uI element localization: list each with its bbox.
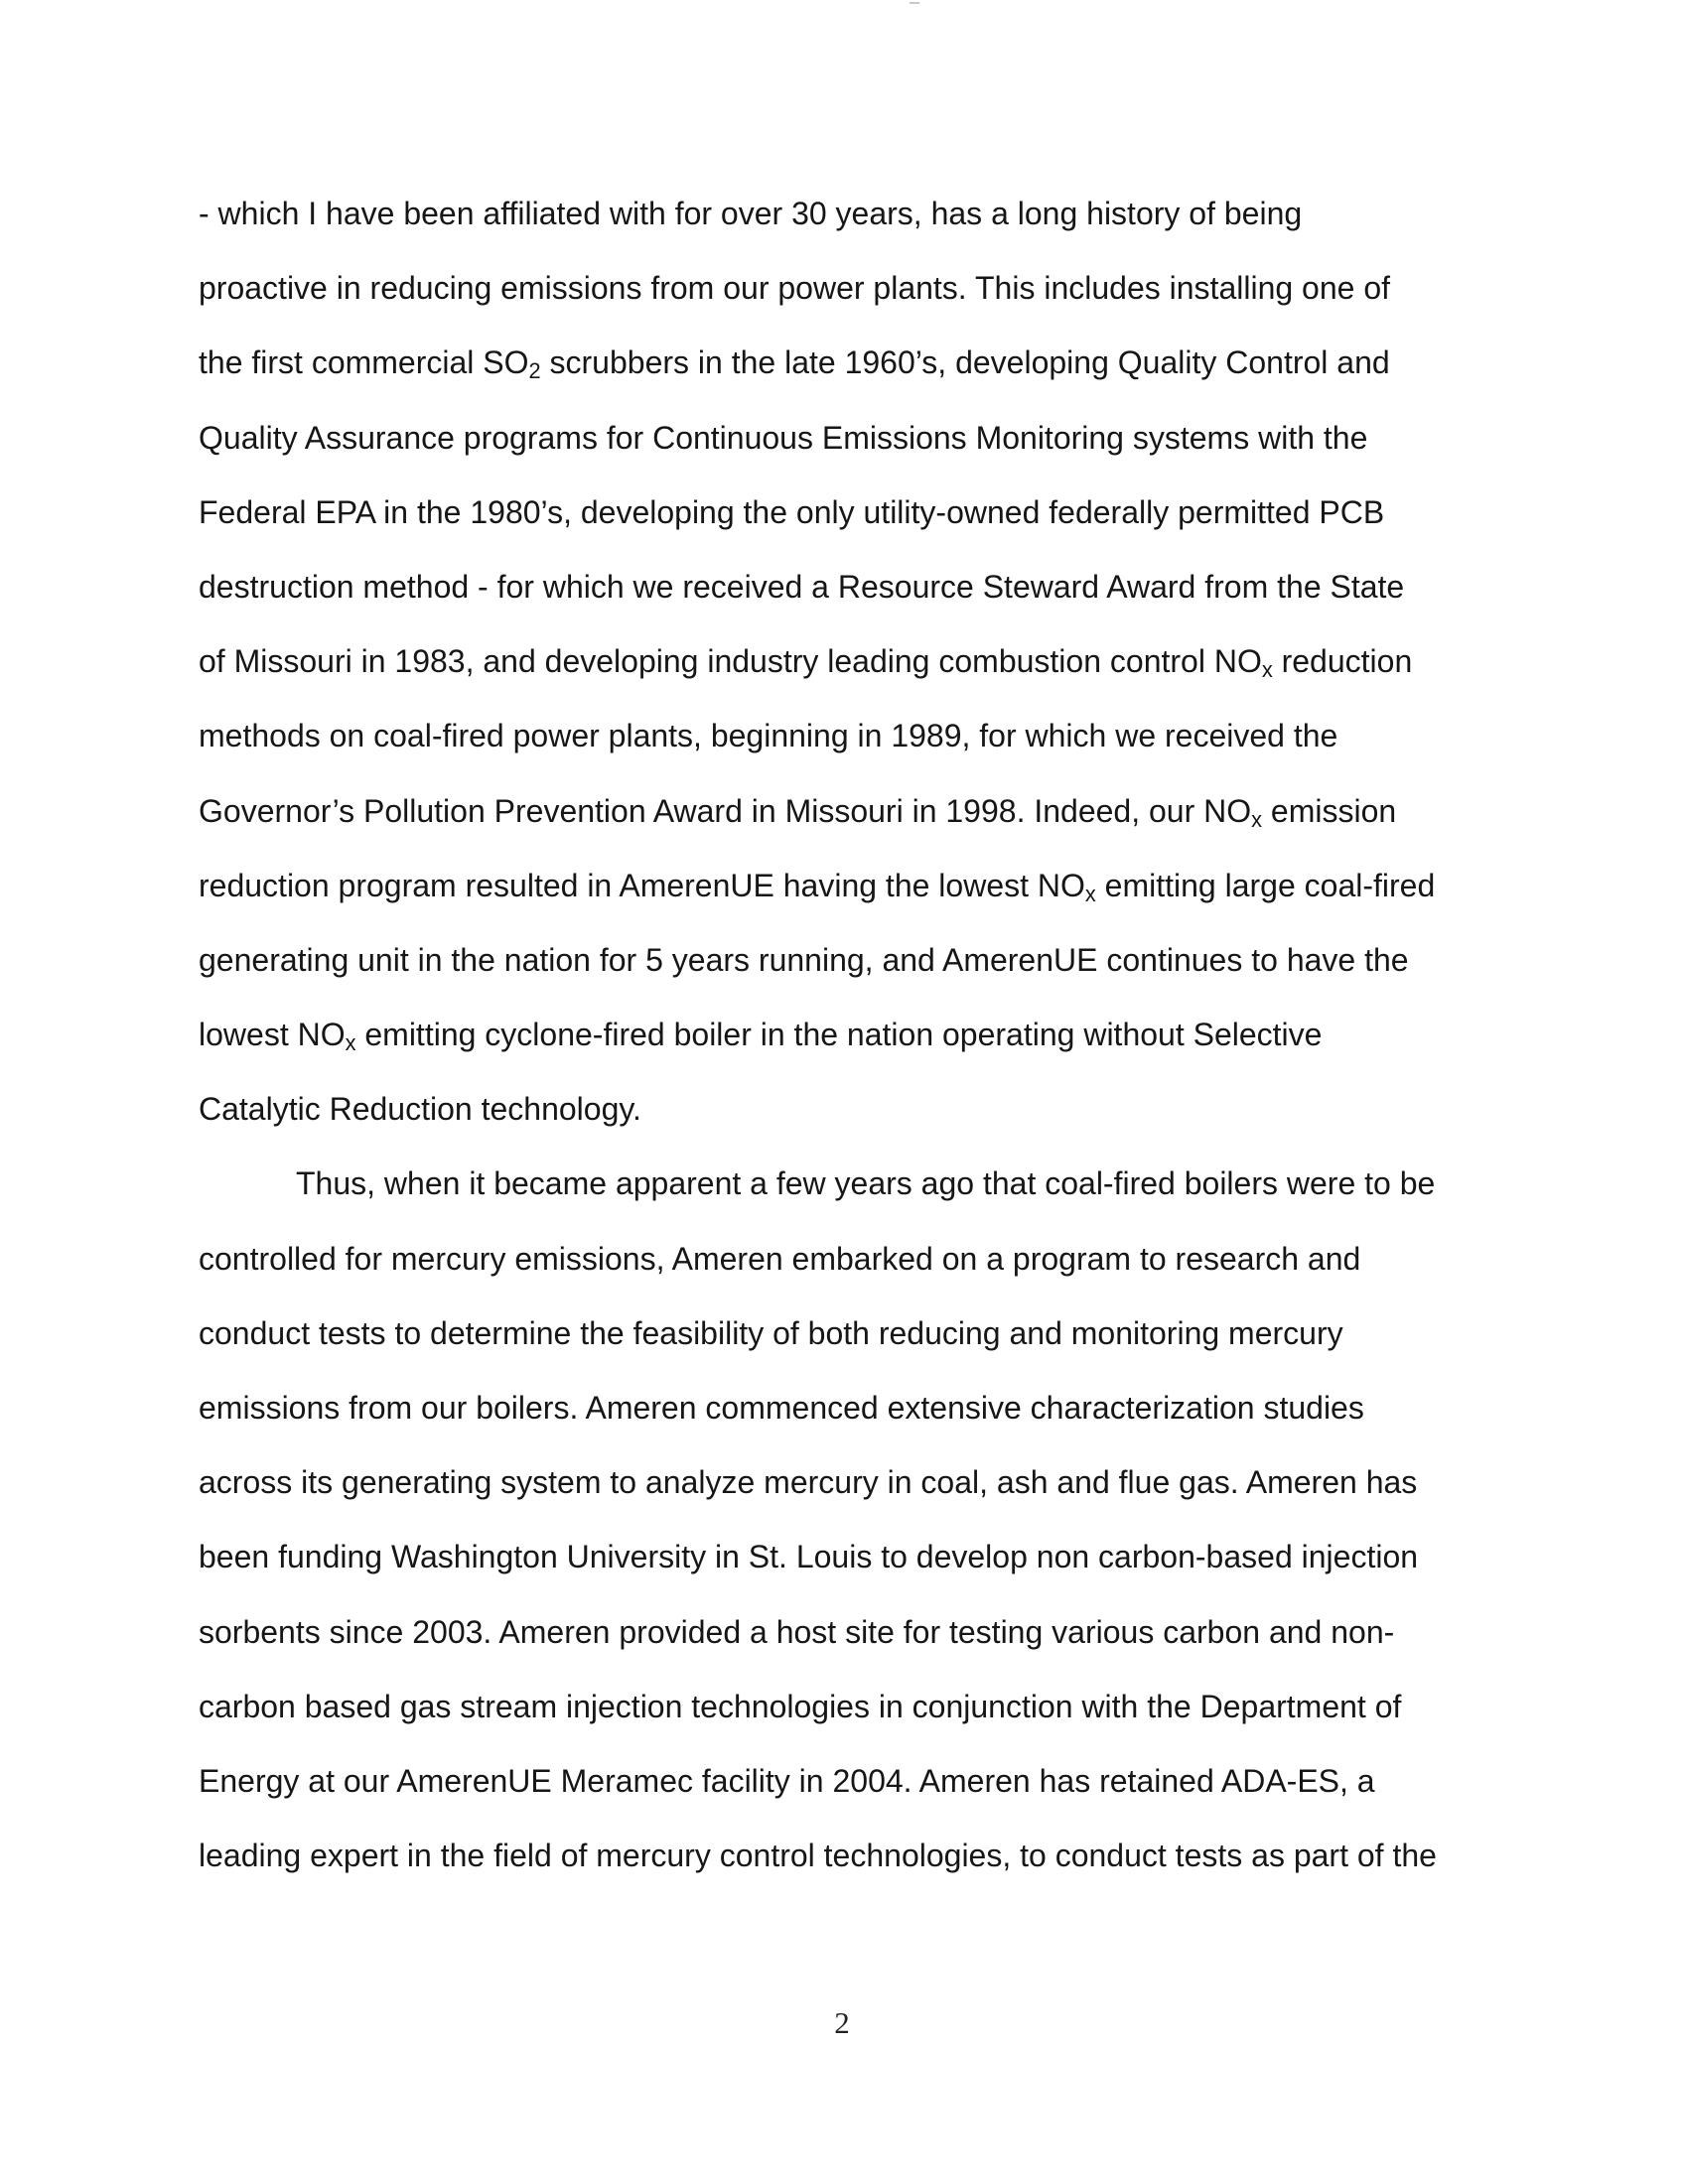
- text-run: destruction method - for which we received a Resource Steward Award from the State: [199, 568, 1405, 605]
- text-run: lowest NO: [199, 1017, 346, 1053]
- subscript: x: [1084, 881, 1096, 906]
- text-run: of Missouri in 1983, and developing industry leading combustion control NO: [199, 643, 1262, 680]
- text-run: the first commercial SO: [199, 344, 529, 381]
- text-line: [199, 1222, 1489, 1297]
- text-run: proactive in reducing emissions from our power plants. This includes installing one of: [199, 270, 1391, 307]
- body-text: [199, 177, 1489, 1893]
- text-line: [199, 177, 1489, 251]
- text-run: generating unit in the nation for 5 years running, and AmerenUE continues to have the: [199, 941, 1409, 978]
- text-run: emission: [1262, 792, 1397, 829]
- text-run: Thus, when it became apparent a few years ago that coal-fired boilers were to be: [296, 1165, 1436, 1202]
- text-run: emitting large coal-fired: [1095, 867, 1436, 903]
- text-run: emitting cyclone-fired boiler in the nation operating without Selective: [355, 1017, 1323, 1053]
- text-line: [199, 1072, 1489, 1147]
- text-run: Governor’s Pollution Prevention Award in Missouri in 1998. Indeed, our NO: [199, 792, 1252, 829]
- text-line: [199, 1297, 1489, 1371]
- text-run: carbon based gas stream injection technologies in conjunction with the Department of: [199, 1688, 1402, 1724]
- paragraph-1: [199, 177, 1489, 1147]
- text-line: [199, 1595, 1489, 1670]
- text-line: [199, 550, 1489, 624]
- text-run: conduct tests to determine the feasibility of both reducing and monitoring mercury: [199, 1314, 1343, 1351]
- text-line: [199, 774, 1489, 849]
- text-run: reduction: [1272, 643, 1413, 680]
- text-line: [199, 1520, 1489, 1594]
- subscript: x: [345, 1029, 356, 1055]
- subscript: 2: [528, 358, 541, 384]
- text-line: [199, 923, 1489, 998]
- text-line: [199, 1147, 1489, 1221]
- subscript: x: [1251, 806, 1263, 832]
- text-line: [199, 326, 1489, 400]
- text-line: [199, 1744, 1489, 1819]
- text-run: across its generating system to analyze mercury in coal, ash and flue gas. Ameren has: [199, 1464, 1418, 1501]
- text-run: been funding Washington University in St. Louis to develop non carbon-based injection: [199, 1539, 1419, 1575]
- subscript: x: [1261, 656, 1273, 682]
- text-line: [199, 699, 1489, 773]
- text-run: scrubbers in the late 1960’s, developing Quality Control and: [540, 344, 1390, 381]
- text-run: leading expert in the field of mercury control technologies, to conduct tests as part of the: [199, 1838, 1437, 1874]
- page-number: 2: [834, 2005, 850, 2040]
- scan-mark: [910, 2, 919, 4]
- text-run: controlled for mercury emissions, Ameren embarked on a program to research and: [199, 1240, 1361, 1277]
- text-run: methods on coal-fired power plants, beginning in 1989, for which we received the: [199, 718, 1338, 754]
- text-run: - which I have been affiliated with for over 30 years, has a long history of being: [199, 196, 1303, 231]
- text-line: [199, 1371, 1489, 1445]
- text-line: [199, 251, 1489, 326]
- text-run: sorbents since 2003. Ameren provided a host site for testing various carbon and non-: [199, 1613, 1395, 1650]
- text-line: [199, 998, 1489, 1072]
- text-run: Quality Assurance programs for Continuous Emissions Monitoring systems with the: [199, 419, 1368, 456]
- text-line: [199, 849, 1489, 923]
- text-line: [199, 1445, 1489, 1520]
- paragraph-2: [199, 1147, 1489, 1893]
- text-run: Federal EPA in the 1980’s, developing the only utility-owned federally permitted PCB: [199, 493, 1385, 530]
- text-line: [199, 476, 1489, 550]
- text-line: [199, 624, 1489, 699]
- text-run: Energy at our AmerenUE Meramec facility in 2004. Ameren has retained ADA-ES, a: [199, 1762, 1375, 1799]
- text-line: [199, 1819, 1489, 1893]
- text-line: [199, 1670, 1489, 1744]
- text-run: Catalytic Reduction technology.: [199, 1091, 641, 1128]
- text-run: reduction program resulted in AmerenUE having the lowest NO: [199, 867, 1085, 903]
- text-run: emissions from our boilers. Ameren commenced extensive characterization studies: [199, 1390, 1364, 1426]
- text-line: [199, 401, 1489, 476]
